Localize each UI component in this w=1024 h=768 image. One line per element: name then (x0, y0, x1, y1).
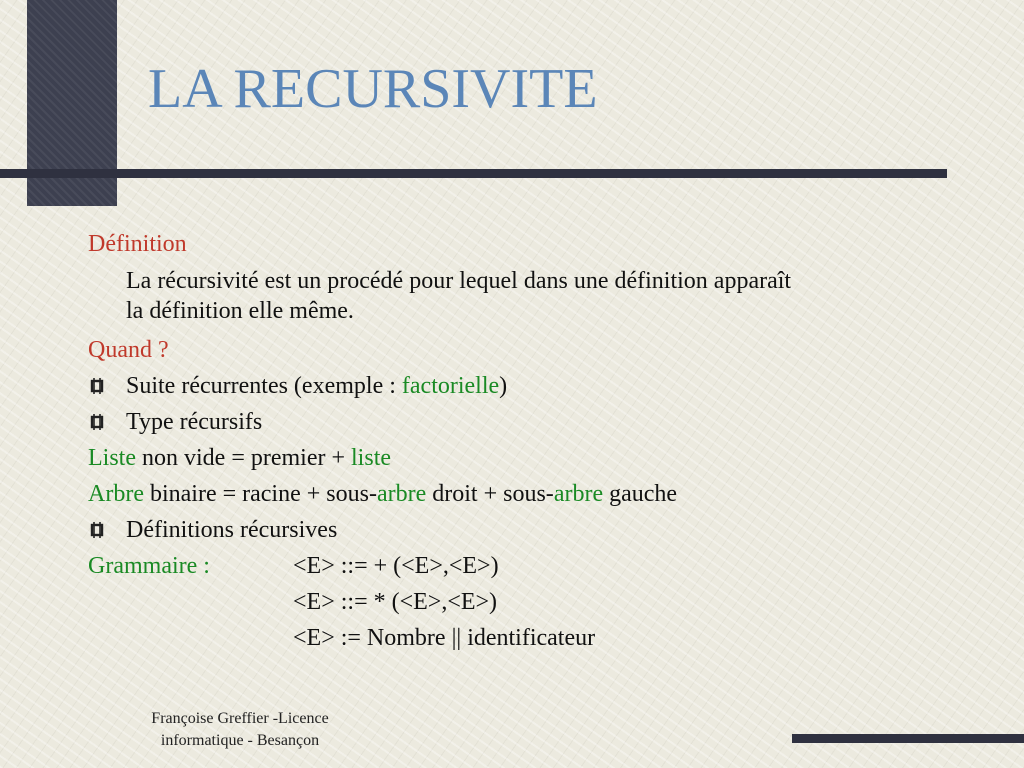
arbre-keyword-2: arbre (376, 481, 427, 507)
bullet-2-text: Type récursifs (126, 409, 263, 435)
grammar-rule-row-3 (88, 620, 968, 656)
footer-line-2: informatique - Besançon (160, 732, 320, 749)
liste-keyword-2: liste (351, 445, 392, 471)
bullet-3-text: Définitions récursives (126, 517, 338, 543)
bullet-1-prefix: Suite récurrentes (exemple : (126, 373, 402, 399)
square-ring-bullet-icon (88, 414, 126, 430)
bullet-item-definitions (88, 512, 968, 548)
liste-middle-text: non vide = premier + (136, 445, 352, 471)
quand-heading: Quand ? (88, 337, 169, 363)
bullet-1-suffix: ) (499, 373, 508, 399)
footer-line-1: Françoise Greffier -Licence (151, 710, 329, 727)
grammar-rule-1: <E> ::= + (<E>,<E>) (293, 553, 499, 579)
definition-text-line-1: La récursivité est un procédé pour lequel dans une définition apparaît (126, 268, 792, 294)
grammar-rule-row-1 (88, 548, 968, 584)
definition-text (88, 266, 968, 326)
bullet-item-types (88, 404, 968, 440)
definition-heading: Définition (88, 231, 187, 257)
slide-content (88, 226, 968, 656)
footer-divider-bar (792, 734, 1024, 743)
arbre-keyword-3: arbre (553, 481, 604, 507)
grammaire-label: Grammaire : (88, 553, 210, 579)
liste-line (88, 440, 968, 476)
definition-text-line-2: la définition elle même. (126, 298, 354, 324)
slide-title: LA RECURSIVITE (148, 58, 598, 120)
arbre-line (88, 476, 968, 512)
grammar-rule-row-2 (88, 584, 968, 620)
liste-keyword: Liste (88, 445, 136, 471)
arbre-text-2: droit + sous- (426, 481, 554, 507)
bullet-item-suites (88, 368, 968, 404)
slide-footer (100, 708, 380, 752)
grammar-rule-2: <E> ::= * (<E>,<E>) (293, 589, 498, 615)
arbre-keyword: Arbre (88, 481, 144, 507)
arbre-text-3: gauche (603, 481, 678, 507)
arbre-text-1: binaire = racine + sous- (143, 481, 377, 507)
square-ring-bullet-icon (88, 522, 126, 538)
factorielle-keyword: factorielle (401, 373, 500, 399)
title-divider-bar (0, 169, 947, 178)
square-ring-bullet-icon (88, 378, 126, 394)
grammar-rule-3: <E> := Nombre || identificateur (293, 625, 596, 651)
